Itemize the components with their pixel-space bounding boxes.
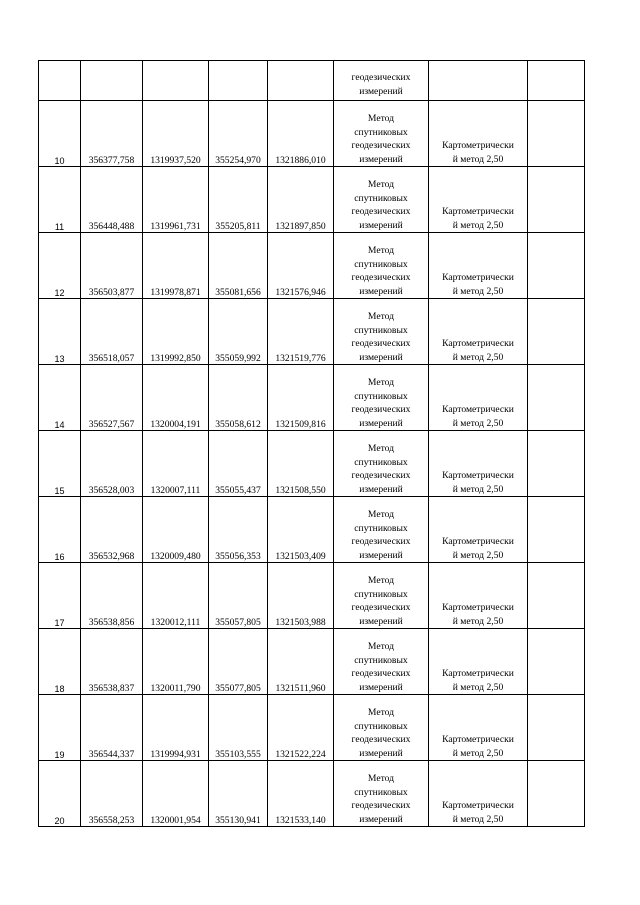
x1-cell: 356527,567 <box>81 365 143 431</box>
accuracy-line: й метод 2,50 <box>452 153 504 165</box>
accuracy-cell <box>429 761 528 827</box>
method-line: измерений <box>359 747 403 759</box>
accuracy-cell <box>429 167 528 233</box>
method-line: измерений <box>359 219 403 231</box>
accuracy-cell <box>429 629 528 695</box>
empty-cell <box>528 431 585 497</box>
x1-cell: 356558,253 <box>81 761 143 827</box>
y2-cell: 1321511,960 <box>268 629 334 695</box>
x1-cell: 356544,337 <box>81 695 143 761</box>
accuracy-line: Картометрически <box>442 338 514 349</box>
empty-cell <box>528 233 585 299</box>
x1-cell: 356503,877 <box>81 233 143 299</box>
x1-cell: 356538,837 <box>81 629 143 695</box>
accuracy-line: Картометрически <box>442 140 514 151</box>
y2-cell: 1321522,224 <box>268 695 334 761</box>
point-number-cell: 15 <box>39 431 81 497</box>
method-line: спутниковых <box>354 654 408 666</box>
accuracy-line: й метод 2,50 <box>452 615 504 627</box>
y2-cell: 1321508,550 <box>268 431 334 497</box>
point-number-cell: 12 <box>39 233 81 299</box>
point-number-cell: 17 <box>39 563 81 629</box>
y2-cell: 1321509,816 <box>268 365 334 431</box>
accuracy-cell <box>429 497 528 563</box>
method-line: Метод <box>367 311 395 322</box>
y1-cell: 1320009,480 <box>143 497 209 563</box>
x2-cell: 355058,612 <box>209 365 268 431</box>
accuracy-line: Картометрически <box>442 602 514 613</box>
table-row <box>39 563 585 629</box>
method-line: спутниковых <box>354 786 408 798</box>
table-row-continuation <box>39 61 585 101</box>
x1-cell: 356528,003 <box>81 431 143 497</box>
point-number-cell: 20 <box>39 761 81 827</box>
method-line: Метод <box>367 377 395 388</box>
y2-cell: 1321503,988 <box>268 563 334 629</box>
accuracy-line: й метод 2,50 <box>452 219 504 231</box>
x1-cell: 356532,968 <box>81 497 143 563</box>
method-cell <box>334 431 429 497</box>
table-row <box>39 695 585 761</box>
accuracy-line: Картометрически <box>442 668 514 679</box>
method-line: измерений <box>359 813 403 825</box>
method-line: спутниковых <box>354 258 408 270</box>
method-cell <box>334 61 429 101</box>
x2-cell <box>209 61 268 101</box>
method-cell <box>334 497 429 563</box>
method-line: измерений <box>359 615 403 627</box>
empty-cell <box>528 629 585 695</box>
method-line: геодезических <box>351 338 411 349</box>
table-row <box>39 233 585 299</box>
accuracy-line: Картометрически <box>442 800 514 811</box>
empty-cell <box>528 299 585 365</box>
accuracy-cell <box>429 101 528 167</box>
method-line: спутниковых <box>354 192 408 204</box>
x1-cell <box>81 61 143 101</box>
table-body <box>39 61 585 827</box>
method-line: геодезических <box>351 734 411 745</box>
x2-cell: 355055,437 <box>209 431 268 497</box>
method-line: геодезических <box>351 668 411 679</box>
accuracy-line: й метод 2,50 <box>452 351 504 363</box>
method-line: Метод <box>367 641 395 652</box>
method-line: спутниковых <box>354 126 408 138</box>
x1-cell: 356377,758 <box>81 101 143 167</box>
point-number-cell: 11 <box>39 167 81 233</box>
point-number-cell: 18 <box>39 629 81 695</box>
method-line: Метод <box>367 179 395 190</box>
accuracy-line: й метод 2,50 <box>452 549 504 561</box>
x1-cell: 356538,856 <box>81 563 143 629</box>
x1-cell: 356448,488 <box>81 167 143 233</box>
y1-cell: 1320012,111 <box>143 563 209 629</box>
method-cell <box>334 167 429 233</box>
method-line: Метод <box>367 443 395 454</box>
method-line: геодезических <box>351 602 411 613</box>
accuracy-cell <box>429 365 528 431</box>
method-cell <box>334 233 429 299</box>
accuracy-line: Картометрически <box>442 404 514 415</box>
y1-cell: 1320001,954 <box>143 761 209 827</box>
x2-cell: 355081,656 <box>209 233 268 299</box>
accuracy-cell <box>429 431 528 497</box>
x2-cell: 355077,805 <box>209 629 268 695</box>
empty-cell <box>528 61 585 101</box>
empty-cell <box>528 563 585 629</box>
y1-cell: 1319994,931 <box>143 695 209 761</box>
method-line: Метод <box>367 113 395 124</box>
x2-cell: 355059,992 <box>209 299 268 365</box>
x1-cell: 356518,057 <box>81 299 143 365</box>
accuracy-cell <box>429 563 528 629</box>
method-line: измерений <box>359 351 403 363</box>
accuracy-line: й метод 2,50 <box>452 813 504 825</box>
method-line: спутниковых <box>354 720 408 732</box>
method-line: спутниковых <box>354 390 408 402</box>
method-cell <box>334 299 429 365</box>
x2-cell: 355103,555 <box>209 695 268 761</box>
method-line: Метод <box>367 773 395 784</box>
y2-cell: 1321897,850 <box>268 167 334 233</box>
point-number-cell: 16 <box>39 497 81 563</box>
y2-cell: 1321886,010 <box>268 101 334 167</box>
point-number-cell <box>39 61 81 101</box>
accuracy-line: Картометрически <box>442 536 514 547</box>
y1-cell: 1320011,790 <box>143 629 209 695</box>
accuracy-line: Картометрически <box>442 272 514 283</box>
point-number-cell: 10 <box>39 101 81 167</box>
x2-cell: 355130,941 <box>209 761 268 827</box>
method-line: геодезических <box>351 140 411 151</box>
method-line: измерений <box>359 417 403 429</box>
y1-cell: 1320004,191 <box>143 365 209 431</box>
table-row <box>39 431 585 497</box>
method-line: измерений <box>359 483 403 495</box>
accuracy-line: й метод 2,50 <box>452 483 504 495</box>
method-cell <box>334 761 429 827</box>
accuracy-line: й метод 2,50 <box>452 681 504 693</box>
accuracy-cell <box>429 61 528 101</box>
y2-cell: 1321576,946 <box>268 233 334 299</box>
point-number-cell: 19 <box>39 695 81 761</box>
accuracy-line: Картометрически <box>442 734 514 745</box>
point-number-cell: 14 <box>39 365 81 431</box>
method-line: Метод <box>367 245 395 256</box>
empty-cell <box>528 365 585 431</box>
table-row <box>39 299 585 365</box>
table-row <box>39 167 585 233</box>
y2-cell: 1321503,409 <box>268 497 334 563</box>
method-line: измерений <box>359 681 403 693</box>
method-cell <box>334 101 429 167</box>
x2-cell: 355056,353 <box>209 497 268 563</box>
accuracy-cell <box>429 695 528 761</box>
method-line: Метод <box>367 575 395 586</box>
accuracy-line: й метод 2,50 <box>452 417 504 429</box>
method-line: геодезических <box>351 72 411 83</box>
x2-cell: 355205,811 <box>209 167 268 233</box>
y1-cell: 1319961,731 <box>143 167 209 233</box>
method-cell <box>334 365 429 431</box>
empty-cell <box>528 101 585 167</box>
method-cell <box>334 695 429 761</box>
y2-cell: 1321533,140 <box>268 761 334 827</box>
method-line: геодезических <box>351 470 411 481</box>
method-line: измерений <box>359 153 403 165</box>
accuracy-line: Картометрически <box>442 470 514 481</box>
method-line: измерений <box>359 549 403 561</box>
accuracy-cell <box>429 233 528 299</box>
method-line: измерений <box>359 285 403 297</box>
accuracy-line: й метод 2,50 <box>452 285 504 297</box>
y1-cell <box>143 61 209 101</box>
y1-cell: 1319978,871 <box>143 233 209 299</box>
method-line: спутниковых <box>354 522 408 534</box>
method-line: спутниковых <box>354 588 408 600</box>
method-line: геодезических <box>351 272 411 283</box>
method-line: спутниковых <box>354 324 408 336</box>
method-line: Метод <box>367 707 395 718</box>
y2-cell: 1321519,776 <box>268 299 334 365</box>
y1-cell: 1319937,520 <box>143 101 209 167</box>
empty-cell <box>528 167 585 233</box>
accuracy-line: Картометрически <box>442 206 514 217</box>
accuracy-cell <box>429 299 528 365</box>
y2-cell <box>268 61 334 101</box>
table-row <box>39 629 585 695</box>
empty-cell <box>528 695 585 761</box>
table-row <box>39 101 585 167</box>
method-line: спутниковых <box>354 456 408 468</box>
method-line: Метод <box>367 509 395 520</box>
y1-cell: 1320007,111 <box>143 431 209 497</box>
point-number-cell: 13 <box>39 299 81 365</box>
y1-cell: 1319992,850 <box>143 299 209 365</box>
x2-cell: 355254,970 <box>209 101 268 167</box>
table-row <box>39 761 585 827</box>
method-cell <box>334 563 429 629</box>
table-row <box>39 365 585 431</box>
empty-cell <box>528 761 585 827</box>
method-cell <box>334 629 429 695</box>
method-line: геодезических <box>351 800 411 811</box>
coordinates-table <box>38 60 585 827</box>
table-row <box>39 497 585 563</box>
method-line: измерений <box>359 85 403 97</box>
accuracy-line: й метод 2,50 <box>452 747 504 759</box>
x2-cell: 355057,805 <box>209 563 268 629</box>
empty-cell <box>528 497 585 563</box>
method-line: геодезических <box>351 404 411 415</box>
method-line: геодезических <box>351 536 411 547</box>
method-line: геодезических <box>351 206 411 217</box>
